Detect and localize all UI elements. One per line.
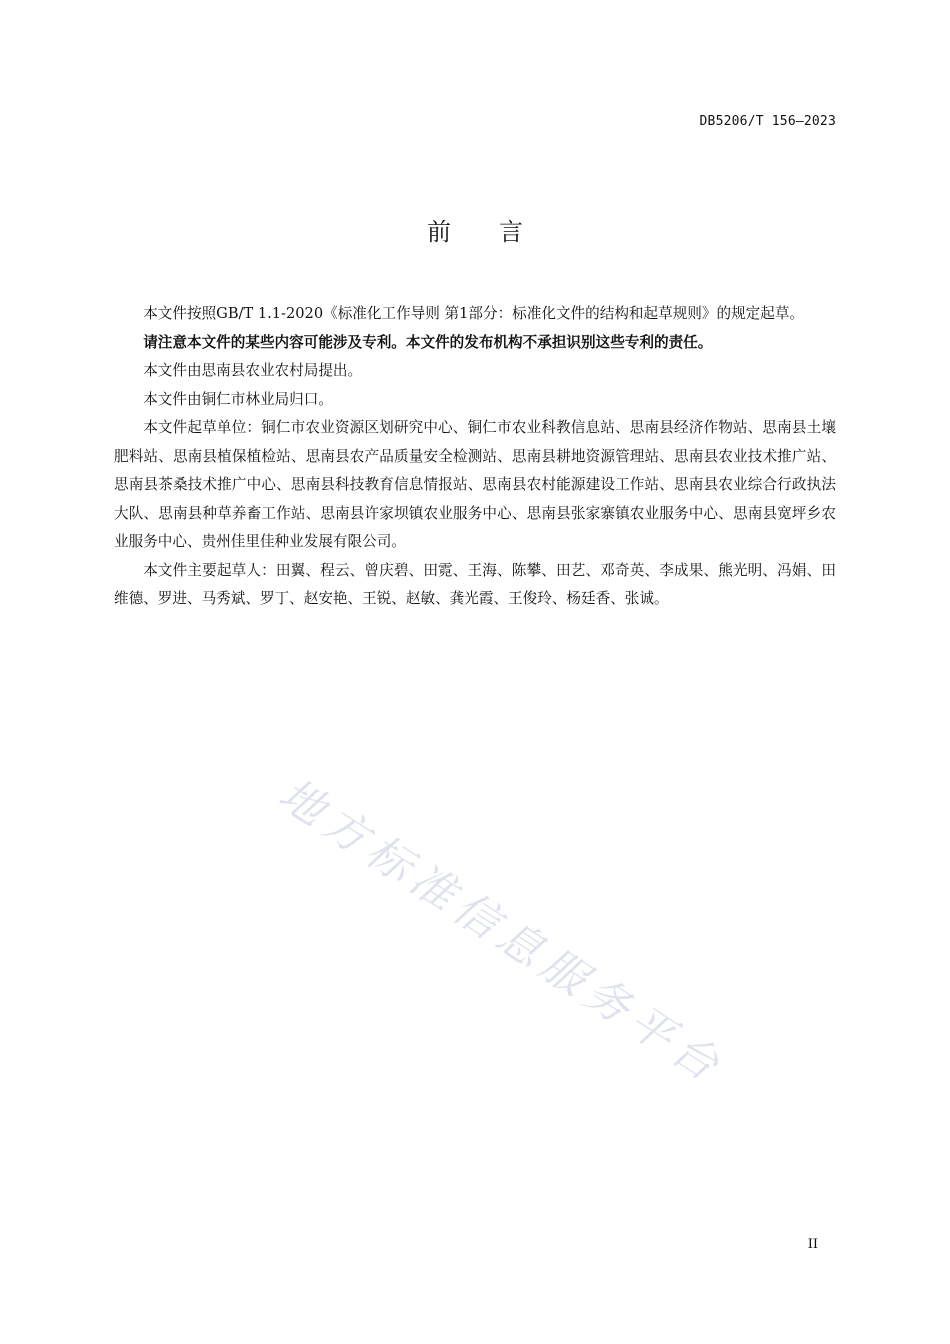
paragraph-drafters: 本文件主要起草人：田翼、程云、曾庆碧、田霓、王海、陈攀、田艺、邓奇英、李成果、熊光明、冯娟、田维德、罗进、马秀斌、罗丁、赵安艳、王锐、赵敏、龚光霞、王俊玲、杨廷香、张诚。 [114,561,836,607]
paragraph-proposer: 本文件由思南县农业农村局提出。 [143,362,363,379]
paragraph-patent-notice: 请注意本文件的某些内容可能涉及专利。本文件的发布机构不承担识别这些专利的责任。 [143,333,713,351]
watermark: 地方标准信息服务平台 [269,768,734,1095]
page-number: II [807,1237,818,1252]
foreword-body [114,300,836,614]
paragraph-administrator: 本文件由铜仁市林业局归口。 [143,390,333,408]
paragraph-drafting-units: 本文件起草单位：铜仁市农业资源区划研究中心、铜仁市农业科教信息站、思南县经济作物站、思南县土壤肥料站、思南县植保植检站、思南县农产品质量安全检测站、思南县耕地资源管理站、思南县农业技术推广站、思南县茶桑技术推广中心、思南县科技教育信息情报站、思南县农村能源建设工作站、思南县农业综合行政执法大队、思南县种草养畜工作站、思南县许家坝镇农业服务中心、思南县张家寨镇农业服务中心、思南县宽坪乡农业服务中心、贵州佳里佳种业发展有限公司。 [114,419,836,550]
page-title: 前言 [427,218,571,246]
paragraph-drafting-basis: 本文件按照GB/T 1.1-2020《标准化工作导则 第1部分：标准化文件的结构和起草规则》的规定起草。 [143,305,805,322]
document-code: DB5206/T 156—2023 [699,114,836,129]
